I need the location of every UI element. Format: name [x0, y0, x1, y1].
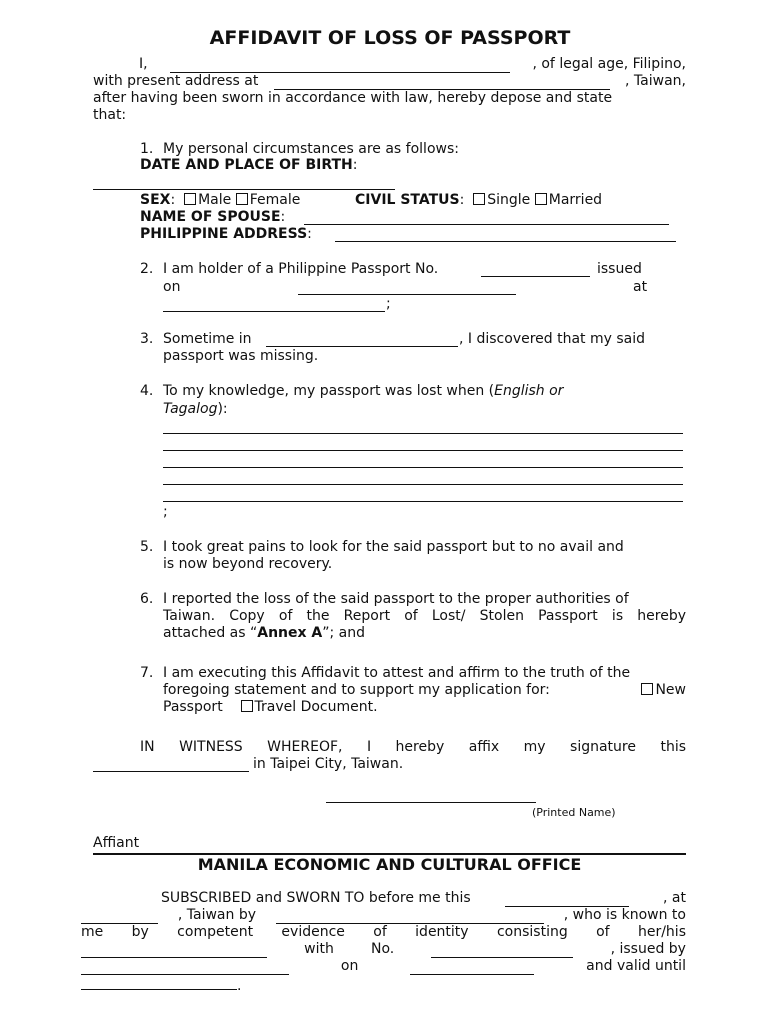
jurat-city-field[interactable]	[81, 909, 158, 924]
item3-sometime: Sometime in	[163, 331, 252, 347]
loss-explanation-line-3[interactable]	[163, 467, 683, 468]
dob-label	[140, 157, 358, 174]
printed-name-label: (Printed Name)	[532, 806, 616, 819]
witness-date-field[interactable]	[93, 771, 249, 772]
item6-line3b: ”; and	[322, 625, 366, 641]
item1-number: 1.	[140, 141, 154, 157]
jurat-line-1	[93, 890, 686, 907]
dob-field[interactable]	[93, 189, 395, 190]
jurat-taiwan-by: , Taiwan by	[177, 907, 256, 923]
new-passport-checkbox[interactable]	[641, 683, 653, 695]
item2-text: I am holder of a Philippine Passport No.	[163, 261, 439, 277]
jurat-line-3: me by competent evidence of identity consisting of her/his	[81, 924, 686, 940]
item1-text: My personal circumstances are as follows:	[163, 141, 459, 157]
jurat-issued-by: , issued by	[610, 941, 686, 957]
loss-explanation-line-2[interactable]	[163, 450, 683, 451]
jurat-affiant-name-field[interactable]	[276, 909, 544, 924]
intro-line-4: that:	[93, 107, 127, 123]
item2-number: 2.	[140, 261, 154, 277]
affiant-label: Affiant	[93, 835, 140, 851]
witness-line-2: in Taipei City, Taiwan.	[253, 756, 404, 772]
ph-address-field[interactable]	[335, 241, 676, 242]
item4-lang: English or	[494, 383, 564, 399]
item3-discovered: , I discovered that my said	[459, 331, 646, 347]
jurat-line-2	[81, 907, 686, 924]
intro-line-2	[93, 73, 686, 90]
present-address-field[interactable]	[274, 75, 610, 90]
jurat-subscribed: SUBSCRIBED and SWORN TO before me this	[161, 890, 471, 906]
name-field[interactable]	[170, 58, 510, 73]
jurat-at: , at	[663, 890, 686, 906]
married-checkbox[interactable]	[535, 193, 547, 205]
item2-on: on	[163, 279, 181, 295]
item4-close: ):	[217, 401, 228, 417]
item5-line2: is now beyond recovery.	[163, 556, 333, 572]
jurat-with: with	[304, 941, 334, 957]
witness-line-1: IN WITNESS WHEREOF, I hereby affix my signature this	[140, 739, 686, 755]
loss-explanation-line-5[interactable]	[163, 501, 683, 502]
loss-explanation-line-4[interactable]	[163, 484, 683, 485]
jurat-period: .	[237, 978, 242, 994]
jurat-no: No.	[371, 941, 395, 957]
married-label: Married	[548, 192, 603, 208]
item4-line2	[163, 401, 228, 418]
spouse-label: NAME OF SPOUSE	[140, 209, 281, 225]
item3-number: 3.	[140, 331, 154, 347]
item4-lang2: Tagalog	[163, 401, 218, 417]
male-checkbox[interactable]	[184, 193, 196, 205]
item6-line3a: attached as “	[163, 625, 258, 641]
jurat-date-field[interactable]	[505, 892, 629, 907]
item7-line2	[163, 682, 686, 699]
intro-address-label: with present address at	[93, 73, 259, 89]
jurat-on: on	[340, 958, 359, 974]
intro-legal-age: , of legal age, Filipino,	[532, 56, 686, 72]
office-rule	[93, 853, 686, 855]
ph-address-colon: :	[307, 226, 312, 242]
sex-row	[140, 192, 300, 209]
signature-line[interactable]	[326, 802, 536, 803]
intro-line-3: after having been sworn in accordance with law, hereby depose and state	[93, 90, 613, 106]
item4-number: 4.	[140, 383, 154, 399]
intro-taiwan: , Taiwan,	[625, 73, 686, 89]
female-checkbox[interactable]	[236, 193, 248, 205]
item2-at: at	[633, 279, 648, 295]
dob-label-text: DATE AND PLACE OF BIRTH	[140, 157, 353, 173]
item5-line1: I took great pains to look for the said passport but to no avail and	[163, 539, 624, 555]
item6-line3	[163, 625, 365, 642]
spouse-field[interactable]	[304, 224, 669, 225]
issue-date-field[interactable]	[298, 294, 516, 295]
civil-status-row	[355, 192, 602, 209]
item5-number: 5.	[140, 539, 154, 555]
item4-prefix: To my knowledge, my passport was lost when (	[163, 383, 495, 399]
jurat-valid: and valid until	[586, 958, 686, 974]
jurat-id-no-field[interactable]	[431, 943, 573, 958]
travel-document-checkbox[interactable]	[241, 700, 253, 712]
item6-line2: Taiwan. Copy of the Report of Lost/ Stolen Passport is hereby	[163, 608, 686, 624]
ph-address-label: PHILIPPINE ADDRESS	[140, 226, 308, 242]
jurat-line-5	[81, 958, 686, 975]
item4-text	[163, 383, 563, 400]
annex-label: Annex A	[257, 625, 323, 641]
jurat-line-6	[81, 975, 241, 995]
civil-colon: :	[459, 192, 465, 208]
loss-explanation-line-1[interactable]	[163, 433, 683, 434]
jurat-id-type-field[interactable]	[81, 943, 267, 958]
ph-address-row	[140, 226, 312, 243]
jurat-issuer-field[interactable]	[81, 960, 289, 975]
single-checkbox[interactable]	[473, 193, 485, 205]
jurat-expiry-field[interactable]	[81, 975, 237, 990]
jurat-known: , who is known to	[563, 907, 686, 923]
item7-line2-text: foregoing statement and to support my application for:	[163, 682, 550, 698]
jurat-issue-date-field[interactable]	[410, 960, 534, 975]
civil-status-label: CIVIL STATUS	[355, 192, 460, 208]
new-passport-option	[641, 682, 686, 699]
item6-line1: I reported the loss of the said passport to the proper authorities of	[163, 591, 629, 607]
office-heading: MANILA ECONOMIC AND CULTURAL OFFICE	[197, 855, 582, 874]
document-title: AFFIDAVIT OF LOSS OF PASSPORT	[209, 27, 571, 49]
single-label: Single	[487, 192, 531, 208]
jurat-line-4	[81, 941, 686, 958]
intro-line-1	[93, 56, 686, 73]
item3-line2: passport was missing.	[163, 348, 319, 364]
item2-issued: issued	[597, 261, 642, 277]
item2-semicolon: ;	[386, 296, 391, 312]
passport-label: Passport	[163, 699, 223, 715]
sex-colon: :	[170, 192, 176, 208]
dob-colon: :	[352, 157, 358, 173]
item7-line3	[163, 699, 378, 716]
travel-document-label: Travel Document.	[254, 699, 378, 715]
new-label: New	[655, 682, 686, 698]
intro-i: I,	[139, 56, 148, 72]
item7-line1: I am executing this Affidavit to attest and affirm to the truth of the	[163, 665, 631, 681]
missing-date-field[interactable]	[266, 346, 458, 347]
item6-number: 6.	[140, 591, 154, 607]
item7-number: 7.	[140, 665, 154, 681]
male-label: Male	[198, 192, 232, 208]
issue-place-field[interactable]	[163, 311, 385, 312]
sex-label: SEX	[140, 192, 171, 208]
spouse-colon: :	[280, 209, 286, 225]
item4-semicolon: ;	[163, 504, 168, 520]
female-label: Female	[249, 192, 301, 208]
passport-no-field[interactable]	[481, 276, 590, 277]
spouse-row	[140, 209, 285, 226]
